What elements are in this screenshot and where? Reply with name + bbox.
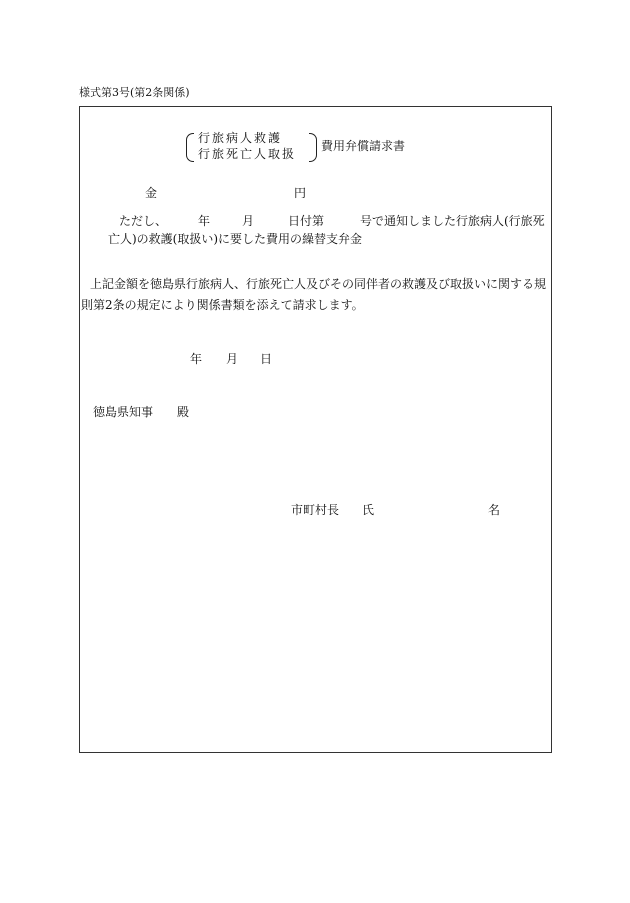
- left-brace: [186, 133, 194, 162]
- proviso-notice: 号で通知しました行旅病人(行旅死: [360, 214, 545, 228]
- proviso-year: 年: [198, 214, 211, 228]
- body-text-line-1: 上記金額を徳島県行旅病人、行旅死亡人及びその同伴者の救護及び取扱いに関する規: [90, 277, 547, 291]
- name-label-given: 名: [488, 503, 501, 517]
- name-label-surname: 氏: [362, 503, 375, 517]
- body-text-line-2: 則第2条の規定により関係書類を添えて請求します。: [81, 298, 364, 312]
- proviso-line-2: 亡人)の救護(取扱い)に要した費用の繰替支弁金: [108, 232, 363, 246]
- addressee: 徳島県知事: [93, 405, 154, 419]
- form-label: 様式第3号(第2条関係): [79, 86, 190, 99]
- proviso-intro: ただし、: [119, 214, 168, 228]
- date-year: 年: [190, 352, 203, 366]
- amount-unit: 円: [294, 186, 307, 200]
- proviso-month: 月: [242, 214, 255, 228]
- date-day: 日: [260, 352, 273, 366]
- title-line-handling: 行旅死亡人取扱: [198, 147, 297, 161]
- date-month: 月: [226, 352, 239, 366]
- title-line-relief: 行旅病人救護: [198, 131, 283, 145]
- form-frame: [79, 106, 552, 753]
- addressee-honorific: 殿: [177, 405, 190, 419]
- right-brace: [309, 133, 317, 162]
- title-suffix: 費用弁償請求書: [321, 139, 406, 153]
- proviso-day-number: 日付第: [288, 214, 325, 228]
- amount-label: 金: [145, 186, 158, 200]
- mayor-title: 市町村長: [291, 503, 340, 517]
